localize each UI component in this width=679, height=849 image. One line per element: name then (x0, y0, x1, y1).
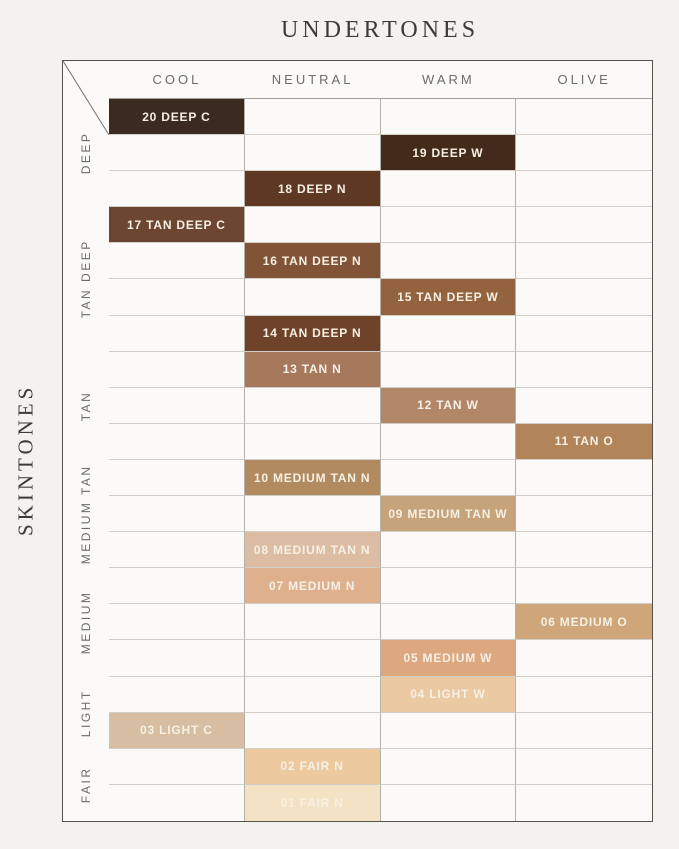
empty-cell (109, 677, 245, 713)
empty-cell (516, 749, 652, 785)
column-header-neutral: NEUTRAL (271, 72, 354, 87)
empty-cell (245, 279, 381, 315)
empty-cell (516, 785, 652, 821)
empty-cell (109, 785, 245, 821)
empty-cell (381, 171, 517, 207)
empty-cell (516, 496, 652, 532)
empty-cell (109, 243, 245, 279)
empty-cell (381, 460, 517, 496)
empty-cell (245, 135, 381, 171)
shade-swatch-02-fair-n: 02 FAIR N (245, 749, 381, 785)
empty-cell (381, 424, 517, 460)
empty-cell (381, 713, 517, 749)
empty-cell (516, 677, 652, 713)
empty-cell (109, 316, 245, 352)
shade-swatch-18-deep-n: 18 DEEP N (245, 171, 381, 207)
empty-cell (516, 568, 652, 604)
shade-swatch-01-fair-n: 01 FAIR N (245, 785, 381, 821)
empty-cell (381, 604, 517, 640)
group-label-medium: MEDIUM (79, 590, 93, 655)
empty-cell (381, 352, 517, 388)
empty-cell (381, 99, 517, 135)
empty-cell (381, 207, 517, 243)
empty-cell (109, 171, 245, 207)
empty-cell (516, 279, 652, 315)
undertone-column-headers (109, 61, 652, 99)
shade-swatch-04-light-w: 04 LIGHT W (381, 677, 517, 713)
group-label-tan-deep: TAN DEEP (79, 239, 93, 320)
shade-swatch-20-deep-c: 20 DEEP C (109, 99, 245, 135)
empty-cell (516, 352, 652, 388)
empty-cell (109, 532, 245, 568)
column-header-warm: WARM (422, 72, 475, 87)
empty-cell (516, 171, 652, 207)
shade-swatch-03-light-c: 03 LIGHT C (109, 713, 245, 749)
shade-swatch-08-medium-tan-n: 08 MEDIUM TAN N (245, 532, 381, 568)
shade-swatch-05-medium-w: 05 MEDIUM W (381, 640, 517, 676)
group-label-medium-tan: MEDIUM TAN (79, 464, 93, 565)
empty-cell (109, 749, 245, 785)
shade-swatch-07-medium-n: 07 MEDIUM N (245, 568, 381, 604)
skintone-group-labels (63, 99, 109, 821)
shade-swatch-06-medium-o: 06 MEDIUM O (516, 604, 652, 640)
empty-cell (381, 749, 517, 785)
shade-swatch-15-tan-deep-w: 15 TAN DEEP W (381, 279, 517, 315)
empty-cell (381, 243, 517, 279)
undertones-axis-title: UNDERTONES (280, 17, 480, 43)
empty-cell (245, 99, 381, 135)
shade-swatch-17-tan-deep-c: 17 TAN DEEP C (109, 207, 245, 243)
empty-cell (516, 640, 652, 676)
shade-swatch-14-tan-deep-n: 14 TAN DEEP N (245, 316, 381, 352)
empty-cell (245, 496, 381, 532)
shade-swatch-10-medium-tan-n: 10 MEDIUM TAN N (245, 460, 381, 496)
empty-cell (516, 388, 652, 424)
column-header-cool: COOL (152, 72, 202, 87)
empty-cell (109, 352, 245, 388)
empty-cell (381, 568, 517, 604)
empty-cell (516, 243, 652, 279)
empty-cell (109, 640, 245, 676)
empty-cell (245, 424, 381, 460)
empty-cell (109, 279, 245, 315)
shade-swatch-11-tan-o: 11 TAN O (516, 424, 652, 460)
empty-cell (245, 713, 381, 749)
shade-swatch-19-deep-w: 19 DEEP W (381, 135, 517, 171)
foundation-shade-grid (62, 60, 653, 822)
empty-cell (516, 99, 652, 135)
group-label-deep: DEEP (79, 131, 93, 175)
shade-swatch-16-tan-deep-n: 16 TAN DEEP N (245, 243, 381, 279)
empty-cell (109, 496, 245, 532)
empty-cell (516, 316, 652, 352)
empty-cell (381, 532, 517, 568)
empty-cell (245, 604, 381, 640)
empty-cell (109, 604, 245, 640)
empty-cell (109, 135, 245, 171)
column-header-olive: OLIVE (557, 72, 611, 87)
empty-cell (516, 135, 652, 171)
shade-swatch-12-tan-w: 12 TAN W (381, 388, 517, 424)
empty-cell (516, 532, 652, 568)
empty-cell (109, 460, 245, 496)
empty-cell (381, 785, 517, 821)
shade-matrix (109, 99, 652, 821)
empty-cell (245, 388, 381, 424)
group-label-tan: TAN (79, 390, 93, 422)
empty-cell (516, 460, 652, 496)
empty-cell (381, 316, 517, 352)
skintones-axis-title: SKINTONES (13, 383, 38, 537)
shade-swatch-09-medium-tan-w: 09 MEDIUM TAN W (381, 496, 517, 532)
empty-cell (109, 424, 245, 460)
empty-cell (109, 388, 245, 424)
empty-cell (245, 640, 381, 676)
empty-cell (516, 207, 652, 243)
shade-swatch-13-tan-n: 13 TAN N (245, 352, 381, 388)
group-label-fair: FAIR (79, 766, 93, 804)
empty-cell (109, 568, 245, 604)
group-label-light: LIGHT (79, 688, 93, 737)
empty-cell (245, 207, 381, 243)
empty-cell (516, 713, 652, 749)
empty-cell (245, 677, 381, 713)
